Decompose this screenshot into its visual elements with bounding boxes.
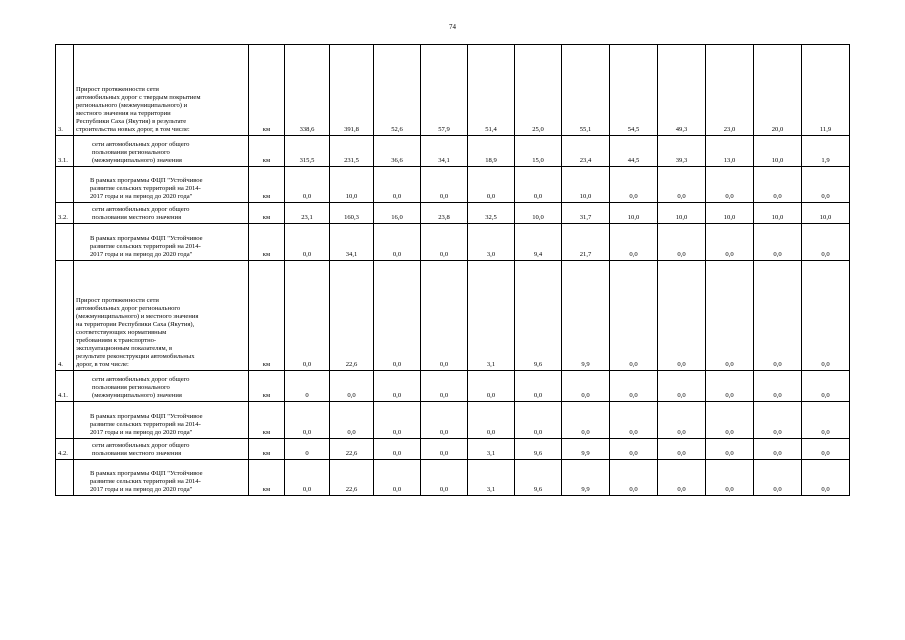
row-value: 0,0 <box>754 402 802 439</box>
row-description: сети автомобильных дорог общего пользования регионального (межмуниципального) значения <box>74 136 249 167</box>
row-value: 9,6 <box>515 460 562 496</box>
row-value: 22,6 <box>330 460 374 496</box>
row-value: 23,8 <box>421 203 468 224</box>
row-value: 0,0 <box>754 460 802 496</box>
row-value: 0 <box>285 371 330 402</box>
row-number: 3.2. <box>56 203 74 224</box>
row-value: 10,0 <box>330 167 374 203</box>
row-value: 36,6 <box>374 136 421 167</box>
row-value: 0,0 <box>610 167 658 203</box>
row-value: 0,0 <box>706 402 754 439</box>
row-value: 0,0 <box>802 460 850 496</box>
row-value: 57,9 <box>421 45 468 136</box>
row-value: 10,0 <box>754 136 802 167</box>
row-value: 21,7 <box>562 224 610 261</box>
row-value: 22,6 <box>330 439 374 460</box>
row-value: 55,1 <box>562 45 610 136</box>
row-value: 9,4 <box>515 224 562 261</box>
row-value: 0,0 <box>658 460 706 496</box>
row-value: 0,0 <box>468 402 515 439</box>
row-value: 0,0 <box>421 167 468 203</box>
table-row <box>56 371 850 402</box>
row-value: 10,0 <box>515 203 562 224</box>
row-number: 4.1. <box>56 371 74 402</box>
row-unit: км <box>249 439 285 460</box>
row-value: 23,4 <box>562 136 610 167</box>
row-value: 0,0 <box>706 167 754 203</box>
row-value: 0,0 <box>610 460 658 496</box>
row-value: 22,6 <box>330 261 374 371</box>
row-value: 0,0 <box>802 371 850 402</box>
table-row <box>56 439 850 460</box>
row-value: 31,7 <box>562 203 610 224</box>
row-value: 34,1 <box>421 136 468 167</box>
row-value: 15,0 <box>515 136 562 167</box>
row-value: 0 <box>285 439 330 460</box>
row-value: 9,9 <box>562 261 610 371</box>
row-unit: км <box>249 402 285 439</box>
row-value: 231,5 <box>330 136 374 167</box>
table-body <box>56 45 850 496</box>
row-unit: км <box>249 460 285 496</box>
row-value: 44,5 <box>610 136 658 167</box>
row-unit: км <box>249 45 285 136</box>
row-description: сети автомобильных дорог общего пользования местного значения <box>74 203 249 224</box>
table-row <box>56 261 850 371</box>
row-value: 0,0 <box>421 224 468 261</box>
row-value: 0,0 <box>610 224 658 261</box>
row-value: 9,9 <box>562 439 610 460</box>
row-value: 391,8 <box>330 45 374 136</box>
table-row <box>56 460 850 496</box>
row-value: 0,0 <box>562 402 610 439</box>
row-value: 25,0 <box>515 45 562 136</box>
row-value: 0,0 <box>374 224 421 261</box>
table-row <box>56 224 850 261</box>
row-value: 10,0 <box>706 203 754 224</box>
row-description: Прирост протяженности сети автомобильных дорог регионального (межмуниципального) и местного значения на территории Республики Саха (Якутия), соответствующих нормативным требованиям к транспортно- эксплуатационным показателям, в результате реконструкции автомобильных дорог, в том числе: <box>74 261 249 371</box>
row-number <box>56 460 74 496</box>
table-row <box>56 203 850 224</box>
row-value: 0,0 <box>285 167 330 203</box>
indicators-table <box>55 44 850 496</box>
row-value: 0,0 <box>802 167 850 203</box>
row-value: 338,6 <box>285 45 330 136</box>
row-value: 0,0 <box>802 402 850 439</box>
row-value: 52,6 <box>374 45 421 136</box>
row-description: сети автомобильных дорог общего пользования регионального (межмуниципального) значения <box>74 371 249 402</box>
row-value: 10,0 <box>658 203 706 224</box>
row-description: В рамках программы ФЦП "Устойчивое развитие сельских территорий на 2014- 2017 годы и на период до 2020 года" <box>74 224 249 261</box>
row-value: 0,0 <box>610 439 658 460</box>
row-value: 0,0 <box>610 371 658 402</box>
row-number <box>56 224 74 261</box>
row-value: 0,0 <box>374 460 421 496</box>
page-number: 74 <box>449 23 456 31</box>
row-value: 0,0 <box>754 224 802 261</box>
row-value: 3,1 <box>468 439 515 460</box>
row-unit: км <box>249 203 285 224</box>
row-value: 0,0 <box>330 371 374 402</box>
row-value: 0,0 <box>658 371 706 402</box>
row-value: 9,6 <box>515 261 562 371</box>
row-value: 1,9 <box>802 136 850 167</box>
row-value: 0,0 <box>706 460 754 496</box>
row-number: 4. <box>56 261 74 371</box>
row-value: 10,0 <box>802 203 850 224</box>
row-value: 0,0 <box>285 261 330 371</box>
row-value: 0,0 <box>421 439 468 460</box>
row-value: 0,0 <box>706 261 754 371</box>
row-value: 0,0 <box>658 224 706 261</box>
row-value: 0,0 <box>754 371 802 402</box>
row-value: 0,0 <box>658 167 706 203</box>
row-value: 0,0 <box>468 371 515 402</box>
row-value: 51,4 <box>468 45 515 136</box>
row-value: 39,3 <box>658 136 706 167</box>
row-value: 0,0 <box>468 167 515 203</box>
row-value: 0,0 <box>285 460 330 496</box>
row-value: 160,3 <box>330 203 374 224</box>
row-value: 0,0 <box>562 371 610 402</box>
row-value: 3,1 <box>468 261 515 371</box>
table-row <box>56 167 850 203</box>
row-value: 23,1 <box>285 203 330 224</box>
row-value: 315,5 <box>285 136 330 167</box>
row-unit: км <box>249 224 285 261</box>
row-value: 0,0 <box>374 371 421 402</box>
row-number <box>56 402 74 439</box>
row-value: 0,0 <box>421 371 468 402</box>
row-value: 0,0 <box>515 402 562 439</box>
row-value: 0,0 <box>374 167 421 203</box>
row-value: 0,0 <box>610 261 658 371</box>
row-value: 20,0 <box>754 45 802 136</box>
row-description: В рамках программы ФЦП "Устойчивое развитие сельских территорий на 2014- 2017 годы и на период до 2020 года" <box>74 167 249 203</box>
row-value: 18,9 <box>468 136 515 167</box>
row-value: 0,0 <box>658 261 706 371</box>
row-value: 0,0 <box>706 224 754 261</box>
row-value: 23,0 <box>706 45 754 136</box>
row-value: 49,3 <box>658 45 706 136</box>
row-value: 10,0 <box>562 167 610 203</box>
row-value: 0,0 <box>515 167 562 203</box>
row-value: 0,0 <box>802 439 850 460</box>
row-value: 0,0 <box>285 402 330 439</box>
row-value: 0,0 <box>706 439 754 460</box>
row-description: сети автомобильных дорог общего пользования местного значения <box>74 439 249 460</box>
row-value: 0,0 <box>515 371 562 402</box>
row-value: 10,0 <box>754 203 802 224</box>
row-value: 13,0 <box>706 136 754 167</box>
row-number: 4.2. <box>56 439 74 460</box>
row-value: 0,0 <box>421 261 468 371</box>
row-value: 3,0 <box>468 224 515 261</box>
row-value: 10,0 <box>610 203 658 224</box>
row-description: Прирост протяженности сети автомобильных дорог с твердым покрытием регионального (межмуниципального) и местного значения на территории Республики Саха (Якутия) в результате строительства новых дорог, в том числе: <box>74 45 249 136</box>
row-value: 0,0 <box>658 439 706 460</box>
row-value: 0,0 <box>754 167 802 203</box>
row-description: В рамках программы ФЦП "Устойчивое развитие сельских территорий на 2014- 2017 годы и на период до 2020 года" <box>74 402 249 439</box>
row-value: 16,0 <box>374 203 421 224</box>
row-number <box>56 167 74 203</box>
row-value: 0,0 <box>658 402 706 439</box>
row-value: 3,1 <box>468 460 515 496</box>
row-value: 0,0 <box>754 439 802 460</box>
row-value: 0,0 <box>610 402 658 439</box>
row-unit: км <box>249 261 285 371</box>
row-value: 0,0 <box>421 402 468 439</box>
row-value: 0,0 <box>374 402 421 439</box>
row-value: 0,0 <box>802 224 850 261</box>
row-unit: км <box>249 167 285 203</box>
row-value: 54,5 <box>610 45 658 136</box>
table-row <box>56 136 850 167</box>
row-value: 0,0 <box>374 261 421 371</box>
row-value: 0,0 <box>374 439 421 460</box>
table-row <box>56 45 850 136</box>
row-value: 34,1 <box>330 224 374 261</box>
row-value: 0,0 <box>754 261 802 371</box>
row-value: 11,9 <box>802 45 850 136</box>
row-unit: км <box>249 371 285 402</box>
row-value: 9,9 <box>562 460 610 496</box>
row-value: 0,0 <box>330 402 374 439</box>
row-value: 0,0 <box>285 224 330 261</box>
table-row <box>56 402 850 439</box>
row-value: 32,5 <box>468 203 515 224</box>
row-value: 0,0 <box>802 261 850 371</box>
row-number: 3.1. <box>56 136 74 167</box>
row-unit: км <box>249 136 285 167</box>
row-value: 0,0 <box>706 371 754 402</box>
row-value: 0,0 <box>421 460 468 496</box>
row-number: 3. <box>56 45 74 136</box>
row-value: 9,6 <box>515 439 562 460</box>
row-description: В рамках программы ФЦП "Устойчивое развитие сельских территорий на 2014- 2017 годы и на период до 2020 года" <box>74 460 249 496</box>
